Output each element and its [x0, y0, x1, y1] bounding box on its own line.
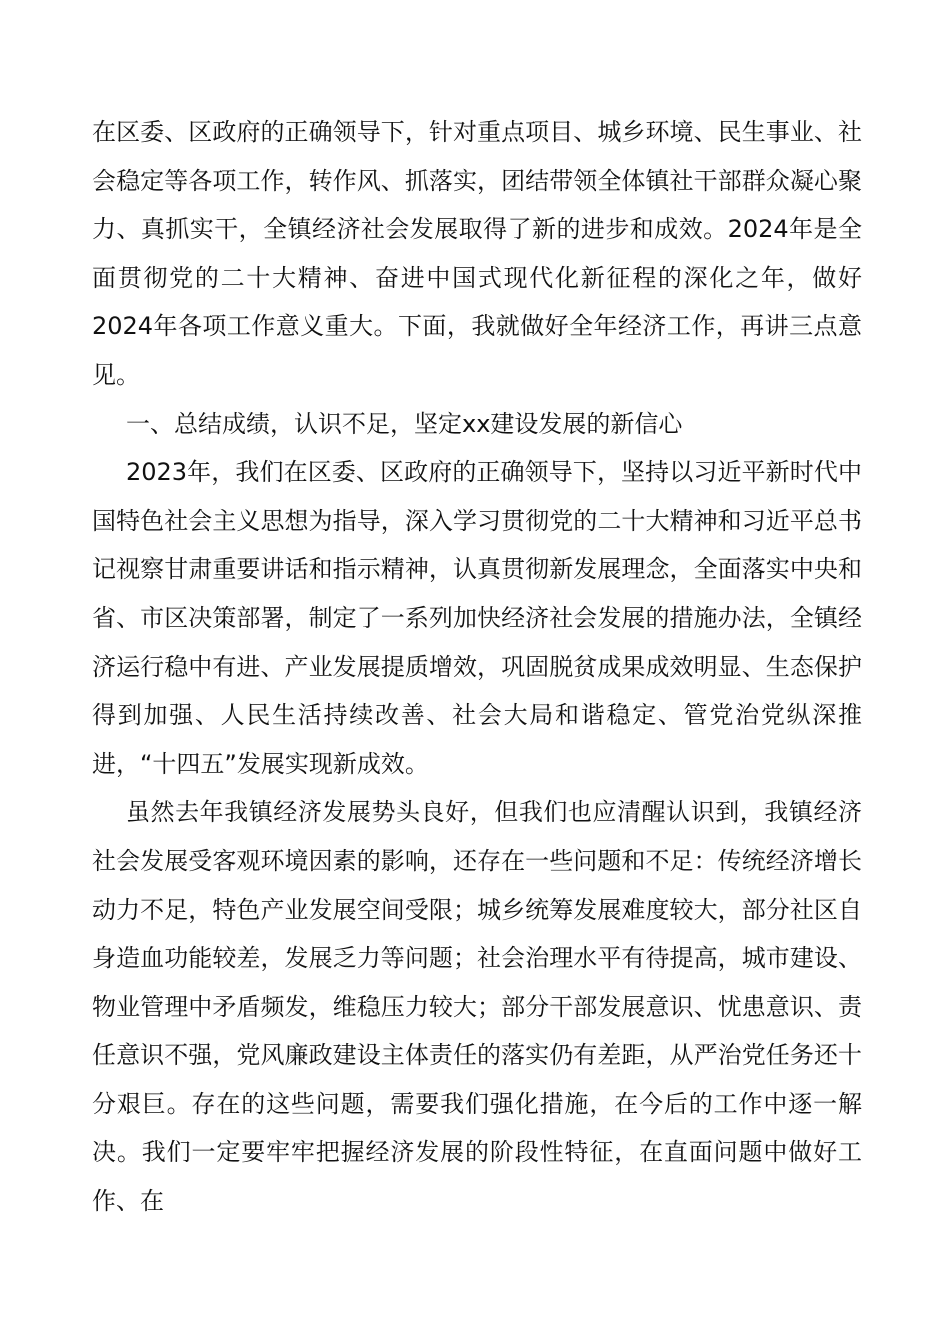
body-paragraph: 2023年，我们在区委、区政府的正确领导下，坚持以习近平新时代中国特色社会主义思想为指导，深入学习贯彻党的二十大精神和习近平总书记视察甘肃重要讲话和指示精神，认真贯彻新发展理念，全面落实中央和省、市区决策部署，制定了一系列加快经济社会发展的措施办法，全镇经济运行稳中有进、产业发展提质增效，巩固脱贫成果成效明显、生态保护得到加强、人民生活持续改善、社会大局和谐稳定、管党治党纵深推进，“十四五”发展实现新成效。: [92, 458, 862, 778]
section-heading: 一、总结成绩，认识不足，坚定xx建设发展的新信心: [126, 409, 683, 438]
body-paragraph: 在区委、区政府的正确领导下，针对重点项目、城乡环境、民生事业、社会稳定等各项工作，转作风、抓落实，团结带领全体镇社干部群众凝心聚力、真抓实干，全镇经济社会发展取得了新的进步和成效。2024年是全面贯彻党的二十大精神、奋进中国式现代化新征程的深化之年，做好2024年各项工作意义重大。下面，我就做好全年经济工作，再讲三点意见。: [92, 118, 862, 389]
body-paragraph: 虽然去年我镇经济发展势头良好，但我们也应清醒认识到，我镇经济社会发展受客观环境因素的影响，还存在一些问题和不足：传统经济增长动力不足，特色产业发展空间受限；城乡统筹发展难度较大，部分社区自身造血功能较差，发展乏力等问题；社会治理水平有待提高，城市建设、物业管理中矛盾频发，维稳压力较大；部分干部发展意识、忧患意识、责任意识不强，党风廉政建设主体责任的落实仍有差距，从严治党任务还十分艰巨。存在的这些问题，需要我们强化措施，在今后的工作中逐一解决。我们一定要牢牢把握经济发展的阶段性特征，在直面问题中做好工作、在: [92, 798, 862, 1216]
document-body: [92, 108, 862, 1226]
